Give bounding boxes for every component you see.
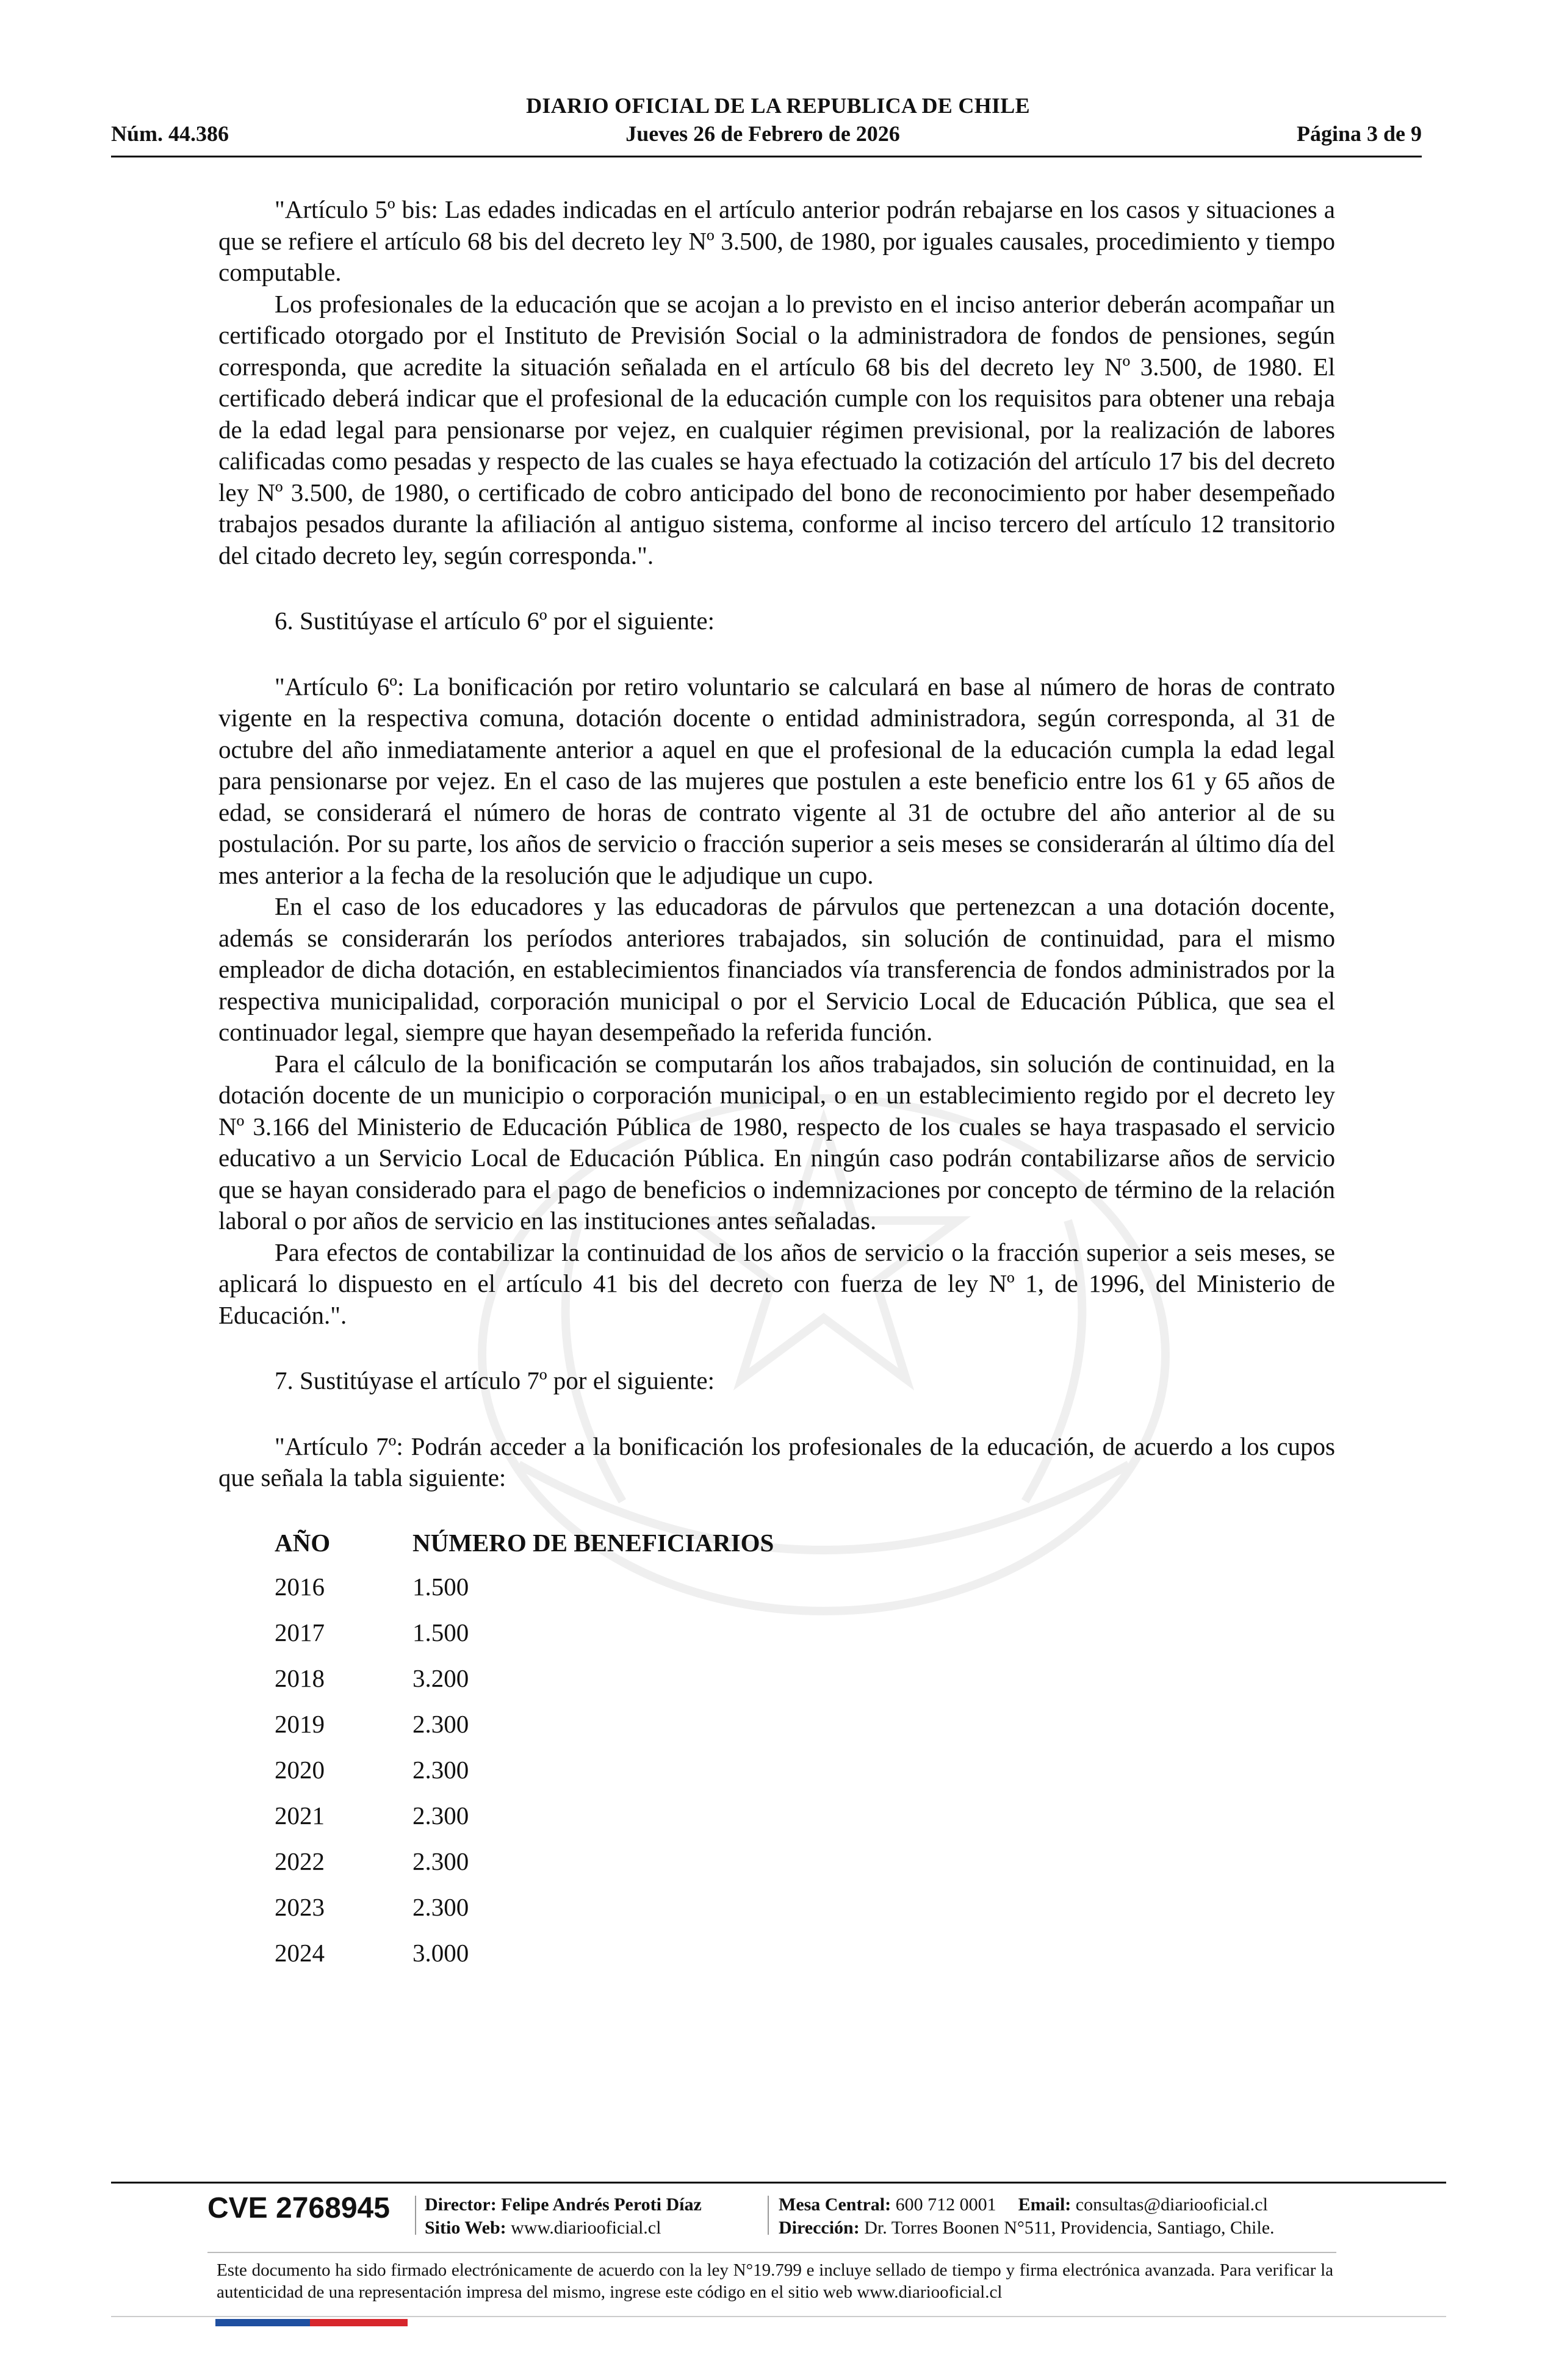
article-body [218, 194, 1335, 1977]
footer-divider [111, 2182, 1446, 2183]
table-row [275, 1839, 1335, 1885]
website-label: Sitio Web: [425, 2218, 506, 2238]
count-cell: 2.300 [412, 1893, 469, 1922]
paragraph: Los profesionales de la educación que se acojan a lo previsto en el inciso anterior deberán acompañar un certificado otorgado por el Instituto de Previsión Social o la administradora de fondos de pensiones, según corresponda, que acredite la situación señalada en el artículo 68 bis del decreto ley Nº 3.500, de 1980. El certificado deberá indicar que el profesional de la educación cumple con los requisitos para obtener una rebaja de la edad legal para pensionarse por vejez, en cualquier régimen previsional, por la realización de labores calificadas como pesadas y respecto de las cuales se haya efectuado la cotización del artículo 17 bis del decreto ley Nº 3.500, de 1980, o certificado de cobro anticipado del bono de reconocimiento por haber desempeñado trabajos pesados durante la afiliación al antiguo sistema, conforme al inciso tercero del artículo 12 transitorio del citado decreto ley, según corresponda.". [218, 289, 1335, 569]
newspaper-title: DIARIO OFICIAL DE LA REPUBLICA DE CHILE [526, 93, 1030, 118]
count-cell: 3.000 [412, 1939, 469, 1967]
email-link[interactable]: consultas@diariooficial.cl [1075, 2194, 1268, 2215]
issue-date: Jueves 26 de Febrero de 2026 [625, 121, 900, 146]
footer-separator [415, 2196, 416, 2235]
paragraph: Para efectos de contabilizar la continuidad de los años de servicio o la fracción superior a seis meses, se aplicará lo dispuesto en el artículo 41 bis del decreto con fuerza de ley Nº 1, de 1996, del Ministerio de Educación.". [218, 1238, 1335, 1329]
legal-notice: Este documento ha sido firmado electrónicamente de acuerdo con la ley N°19.799 e incluye sellado de tiempo y firma electrónica avanzada. Para verificar la autenticidad de una representación impresa del mismo, ingrese este código en el sitio web www.diariooficial.cl [217, 2260, 1333, 2302]
flag-red-segment [310, 2319, 408, 2326]
table-row [275, 1656, 1335, 1702]
phone-label: Mesa Central: [779, 2194, 891, 2215]
year-cell: 2017 [275, 1618, 325, 1647]
count-cell: 1.500 [412, 1573, 469, 1601]
year-cell: 2022 [275, 1847, 325, 1876]
year-cell: 2018 [275, 1664, 325, 1693]
table-row [275, 1885, 1335, 1931]
director-name: Felipe Andrés Peroti Díaz [501, 2194, 702, 2215]
table-row [275, 1931, 1335, 1977]
paragraph: "Artículo 5º bis: Las edades indicadas en el artículo anterior podrán rebajarse en los casos y situaciones a que se refiere el artículo 68 bis del decreto ley Nº 3.500, de 1980, por iguales causales, procedimiento y tiempo computable. [218, 195, 1335, 286]
legal-divider [111, 2316, 1446, 2317]
year-cell: 2021 [275, 1801, 325, 1830]
year-cell: 2023 [275, 1893, 325, 1922]
column-header-count: NÚMERO DE BENEFICIARIOS [412, 1528, 774, 1557]
count-cell: 3.200 [412, 1664, 469, 1693]
header-row [111, 121, 1422, 146]
year-cell: 2019 [275, 1710, 325, 1739]
column-header-year: AÑO [275, 1528, 331, 1557]
table-row [275, 1610, 1335, 1656]
table-row [275, 1794, 1335, 1839]
paragraph: 7. Sustitúyase el artículo 7º por el siguiente: [275, 1366, 715, 1394]
year-cell: 2024 [275, 1939, 325, 1967]
beneficiaries-table [275, 1522, 1335, 1977]
website-link[interactable]: www.diariooficial.cl [511, 2218, 661, 2238]
paragraph: En el caso de los educadores y las educadoras de párvulos que pertenezcan a una dotación docente, además se considerarán los períodos anteriores trabajados, sin solución de continuidad, para el mismo empleador de dicha dotación, en establecimientos financiados vía transferencia de fondos administrados por la respectiva municipalidad, corporación municipal o por el Servicio Local de Educación Pública, que sea el continuador legal, siempre que hayan desempeñado la referida función. [218, 892, 1335, 1046]
table-row [275, 1565, 1335, 1610]
phone-number: 600 712 0001 [895, 2194, 996, 2215]
director-label: Director: [425, 2194, 497, 2215]
count-cell: 2.300 [412, 1801, 469, 1830]
count-cell: 1.500 [412, 1618, 469, 1647]
year-cell: 2016 [275, 1573, 325, 1601]
issue-number: Núm. 44.386 [111, 121, 229, 146]
page-indicator: Página 3 de 9 [1296, 121, 1422, 146]
footer-director-block [425, 2193, 702, 2240]
paragraph: 6. Sustitúyase el artículo 6º por el siguiente: [275, 607, 715, 635]
flag-stripe [215, 2319, 408, 2326]
address-text: Dr. Torres Boonen N°511, Providencia, Santiago, Chile. [864, 2218, 1275, 2238]
year-cell: 2020 [275, 1756, 325, 1784]
footer-divider-thin [207, 2252, 1336, 2253]
paragraph: "Artículo 6º: La bonificación por retiro voluntario se calculará en base al número de horas de contrato vigente en la respectiva comuna, dotación docente o entidad administradora, según corresponda, al 31 de octubre del año inmediatamente anterior a aquel en que el profesional de la educación cumpla la edad legal para pensionarse por vejez. En el caso de las mujeres que postulen a este beneficio entre los 61 y 65 años de edad, se considerará el número de horas de contrato vigente al 31 de octubre del año anterior al de su postulación. Por su parte, los años de servicio o fracción superior a seis meses se considerarán al último día del mes anterior a la fecha de la resolución que le adjudique un cupo. [218, 672, 1335, 889]
count-cell: 2.300 [412, 1756, 469, 1784]
cve-code: CVE 2768945 [207, 2192, 390, 2224]
email-label: Email: [1018, 2194, 1072, 2215]
table-header-row [275, 1522, 1335, 1565]
footer-contact-block [779, 2193, 1275, 2240]
count-cell: 2.300 [412, 1710, 469, 1739]
paragraph: "Artículo 7º: Podrán acceder a la bonificación los profesionales de la educación, de acuerdo a los cupos que señala la tabla siguiente: [218, 1432, 1335, 1491]
table-row [275, 1748, 1335, 1794]
footer-separator [768, 2196, 769, 2235]
flag-blue-segment [215, 2319, 310, 2326]
count-cell: 2.300 [412, 1847, 469, 1876]
address-label: Dirección: [779, 2218, 860, 2238]
header-divider [111, 156, 1422, 157]
table-row [275, 1702, 1335, 1748]
paragraph: Para el cálculo de la bonificación se computarán los años trabajados, sin solución de continuidad, en la dotación docente de un municipio o corporación municipal, o en un establecimiento regido por el decreto ley Nº 3.166 del Ministerio de Educación Pública de 1980, respecto de los cuales se haya traspasado el servicio educativo a un Servicio Local de Educación Pública. En ningún caso podrán contabilizarse años de servicio que se hayan considerado para el pago de beneficios o indemnizaciones por concepto de término de la relación laboral o por años de servicio en las instituciones antes señaladas. [218, 1049, 1335, 1235]
